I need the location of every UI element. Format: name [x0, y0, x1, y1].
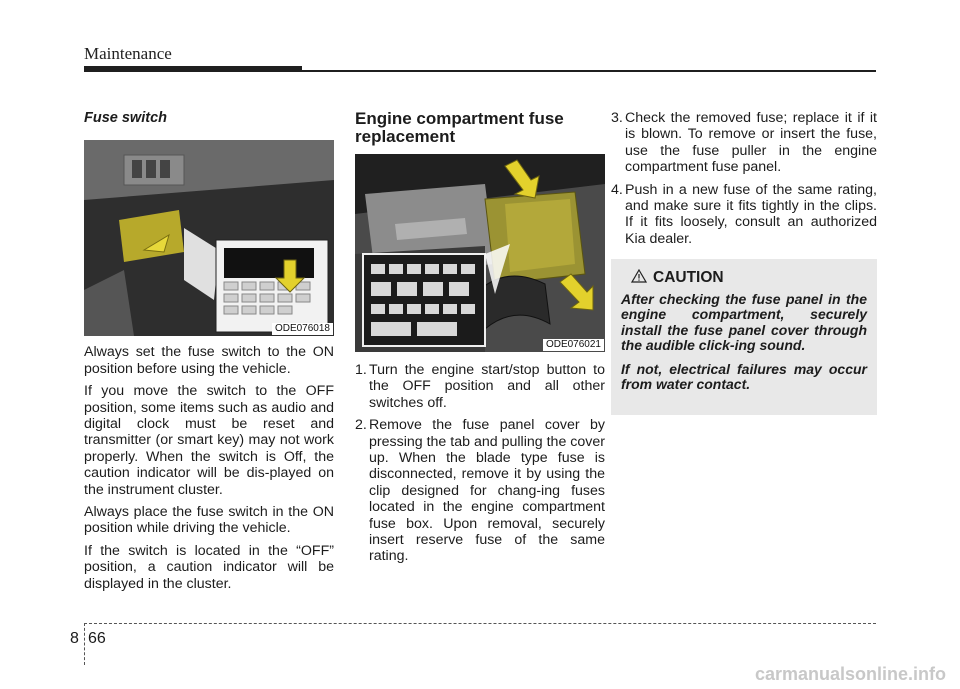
header-rule-thick — [84, 66, 302, 72]
step-item: 2. Remove the fuse panel cover by pressing the tab and pulling the cover up. When the blade type fuse is disconnected, remove it by using the clip designed for chang-ing fuses located in the engine compartment fuse box. Upon removal, securely insert reserve fuse of the same rating. — [355, 417, 605, 565]
paragraph: Always place the fuse switch in the ON position while driving the vehicle. — [84, 504, 334, 537]
fuse-switch-illustration — [84, 140, 334, 336]
fuse-switch-heading: Fuse switch — [84, 110, 167, 126]
caution-paragraph: After checking the fuse panel in the engine compartment, securely install the fuse panel cover through the audible click-ing sound. — [621, 290, 867, 354]
footer-divider — [84, 623, 876, 624]
figure-label: ODE076021 — [543, 339, 604, 351]
caution-paragraph: If not, electrical failures may occur from water contact. — [621, 360, 867, 393]
paragraph: If you move the switch to the OFF position, some items such as audio and digital clock must be reset and transmitter (or smart key) may not work properly. When the switch is Off, the caution indicator will be dis-played on the instrument cluster. — [84, 383, 334, 498]
step-item: 1. Turn the engine start/stop button to the OFF position and all other switches off. — [355, 362, 605, 411]
engine-fuse-heading: Engine compartment fuse replacement — [355, 109, 564, 146]
engine-compartment-illustration — [355, 154, 605, 352]
steps-list — [611, 110, 877, 247]
page-number: 66 — [88, 630, 106, 647]
column-fuse-switch — [84, 110, 334, 598]
steps-list — [355, 362, 605, 565]
caution-box — [611, 259, 877, 414]
engine-compartment-photo — [355, 154, 605, 352]
section-number: 8 — [70, 630, 79, 647]
watermark: carmanualsonline.info — [754, 664, 946, 684]
caution-title: CAUTION — [653, 269, 724, 287]
footer-vertical-divider — [84, 623, 85, 665]
figure-label: ODE076018 — [272, 323, 333, 335]
step-item: 3. Check the removed fuse; replace it if it is blown. To remove or insert the fuse, use the fuse puller in the engine compartment fuse panel. — [611, 110, 877, 176]
paragraph: If the switch is located in the “OFF” position, a caution indicator will be displayed in the cluster. — [84, 542, 334, 592]
step-item: 4. Push in a new fuse of the same rating, and make sure it fits tightly in the clips. If it fits loosely, consult an authorized Kia dealer. — [611, 181, 877, 247]
paragraph: Always set the fuse switch to the ON position before using the vehicle. — [84, 344, 334, 377]
caution-header — [621, 269, 867, 287]
warning-triangle-icon — [631, 269, 647, 287]
header-rule-thin — [302, 70, 876, 72]
fuse-switch-photo — [84, 140, 334, 336]
column-steps-caution — [611, 110, 877, 415]
column-engine-fuse — [355, 110, 605, 571]
header-title: Maintenance — [84, 44, 172, 63]
